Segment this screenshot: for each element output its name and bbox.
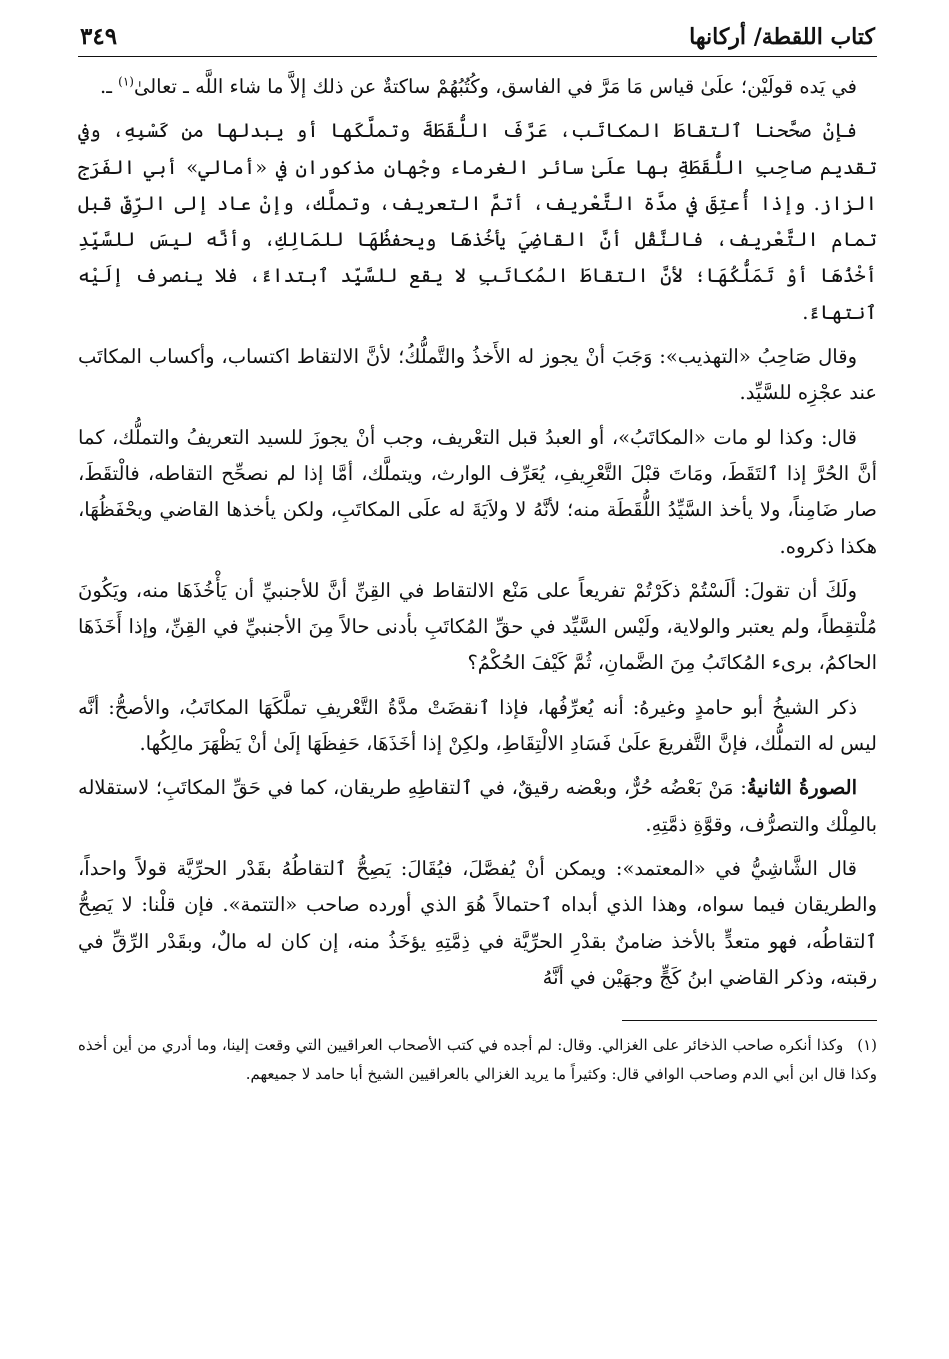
footnote-marker: (١) — [857, 1036, 877, 1055]
header-title: كتاب اللقطة/ أركانها — [689, 24, 875, 50]
paragraph-text: في يَده قولَيْن؛ علَىٰ قياس مَا مَرَّ في الفاسق، وكُتُبُهُمْ ساكتةٌ عن ذلك إلاَّ ما شاء اللَّه ـ تعالىٰ — [133, 75, 857, 98]
paragraph-text-tail: ـ. — [100, 75, 119, 98]
page-number: ٣٤٩ — [80, 23, 118, 50]
paragraph-2 — [78, 113, 877, 331]
paragraph-text: فإنْ صحَّحنا ٱلتقاطَ المكاتَب، عَرَّفَ اللُّقَطَةَ وتملَّكَها أو يبدلها من كَسْبِهِ، وفي تقديم صاحِبِ اللُّقَطَةِ بها علَىٰ سائر الغرماء وجْهان مذكوران في «أمالي» أبي الفَرَج الزاز. وإذا أُعتِقَ في مدَّة التَّعْريف، أتمَّ التعريف، وتملَّك، وإنْ عاد إلى الرِّقِّ قبل تمام التَّعْريف، فالنَّقْل أنَّ القاضِيَ يأخُذهَا ويحفظُهَا للمَالِكِ، وأنَّه ليسَ للسَّيِّدِ أخْذُهَا أوْ تَمَلُّكُهَا؛ لأنَّ التقاطَ المُكاتَبِ لا يقع للسَّيِّد ٱبتداءً، فلا ينصرف إلَيْه ٱنتهاءً. — [78, 119, 877, 324]
paragraph-7 — [78, 770, 877, 843]
section-heading: الصورةُ الثانيةُ — [746, 776, 857, 800]
footnote — [78, 1031, 877, 1089]
footnote-text: وكذا أنكره صاحب الذخائر على الغزالي. وقال: لم أجده في كتب الأصحاب العراقيين التي وقعت إلينا، وما أدري من أين أخذه وكذا قال ابن أبي الدم وصاحب الوافي قال: وكثيراً ما يريد الغزالي بالعراقيين الشيخ أبا حامد لا جميعهم. — [78, 1036, 877, 1084]
paragraph-text: : مَنْ بَعْضُه حُرٌّ، وبعْضه رقيقٌ، في ٱلتقاطِهِ طريقان، كما في حَقِّ المكاتَبِ؛ لاستقلاله بالمِلْك والتصرُّف، وقوَّةِ ذمَّتِهِ. — [78, 776, 877, 836]
main-text — [78, 69, 877, 996]
paragraph-3 — [78, 339, 877, 412]
running-header — [78, 22, 877, 57]
footnote-ref: (١) — [118, 74, 134, 89]
paragraph-6 — [78, 690, 877, 763]
paragraph-text: ذكر الشيخُ أبو حامدٍ وغيرهُ: أنه يُعرِّفُها، فإذا ٱنقضَتْ مدَّةُ التَّعْريفِ تملَّكَهَا المكاتَبُ، والأصحُّ: أنَّه ليس له التملُّك، فإنَّ التَّفريعَ علَىٰ فَسَادِ الالْتِقَاطِ، ولكِنْ إذا أخَذَهَا، حَفِظَهَا إلَىٰ أنْ يَظْهَرَ مالِكُها. — [78, 695, 877, 756]
paragraph-8 — [78, 851, 877, 996]
paragraph-text: وقال صَاحِبُ «التهذيب»: وَجَبَ أنْ يجوز له الأَخذُ والتَّملُّكُ؛ لأنَّ الالتقاط اكتساب، وأكساب المكاتَب عند عجْزِه للسَّيِّد. — [78, 345, 877, 405]
paragraph-text: قال: وكذا لو مات «المكاتَبُ»، أو العبدُ قبل التعْريف، وجب أنْ يجوزَ للسيد التعريفُ والتملُّك، كما أنَّ الحُرَّ إذا ٱلتَقَطَ، ومَاتَ قبْلَ التَّعْرِيفِ، يُعَرِّف الوارث، ويتملَّك، أمَّا إذا لم نصحِّح التقاطه، فالْتقَطَ، صار ضَامِناً، ولا يأخذ السَّيِّدُ اللُّقَطَة منه؛ لأنَّهُ لا ولاَيَةَ له علَى المكاتَبِ، ولكن يأخذها القاضي ويحْفَظُهَا، هكذا ذكروه. — [78, 425, 877, 558]
paragraph-text: ولَكَ أن تقولَ: ألَسْتُمْ ذكَرْتُمْ تفريعاً على مَنْع الالتقاط في القِنِّ أنَّ للأجنبيِّ أن يَأْخُذَهَا منه، ويَكُونَ مُلْتقِطاً، ولم يعتبر والولاية، ولَيْس السَّيِّد في حقِّ المُكاتَبِ بأدنى حالاً مِنَ الأجنبيِّ في القِنِّ، وإذا أَخَذَهَا الحاكمُ، برىء المُكاتَبُ مِنَ الضَّمانِ، ثُمَّ كَيْفَ الحُكْمُ؟ — [78, 578, 877, 675]
footnote-divider — [622, 1020, 877, 1021]
paragraph-1 — [78, 69, 877, 105]
paragraph-text: قال الشَّاشِيُّ في «المعتمد»: ويمكن أنْ يُفصَّلَ، فيُقَالَ: يَصِحُّ ٱلتقاطُهُ بقَدْر الحرِّيَّة قولاً واحداً، والطريقان فيما سواه، وهذا الذي أبداه ٱحتمالاً هُوَ الذي أورده صاحب «التتمة». فإن قلْنا: لا يَصِحُّ ٱلتقاطُه، فهو متعدٍّ بالأخذ ضامنٌ بقدْرِ الحرِّيَّة في ذِمَّتِهِ يؤخَذُ منه، إن كان له مالٌ، وبقَدْر الرِّقِّ في رقبته، وذكر القاضي ابنُ كَجٍّ وجهَيْن في أنَّهُ — [78, 856, 877, 989]
paragraph-4 — [78, 420, 877, 565]
paragraph-5 — [78, 573, 877, 682]
